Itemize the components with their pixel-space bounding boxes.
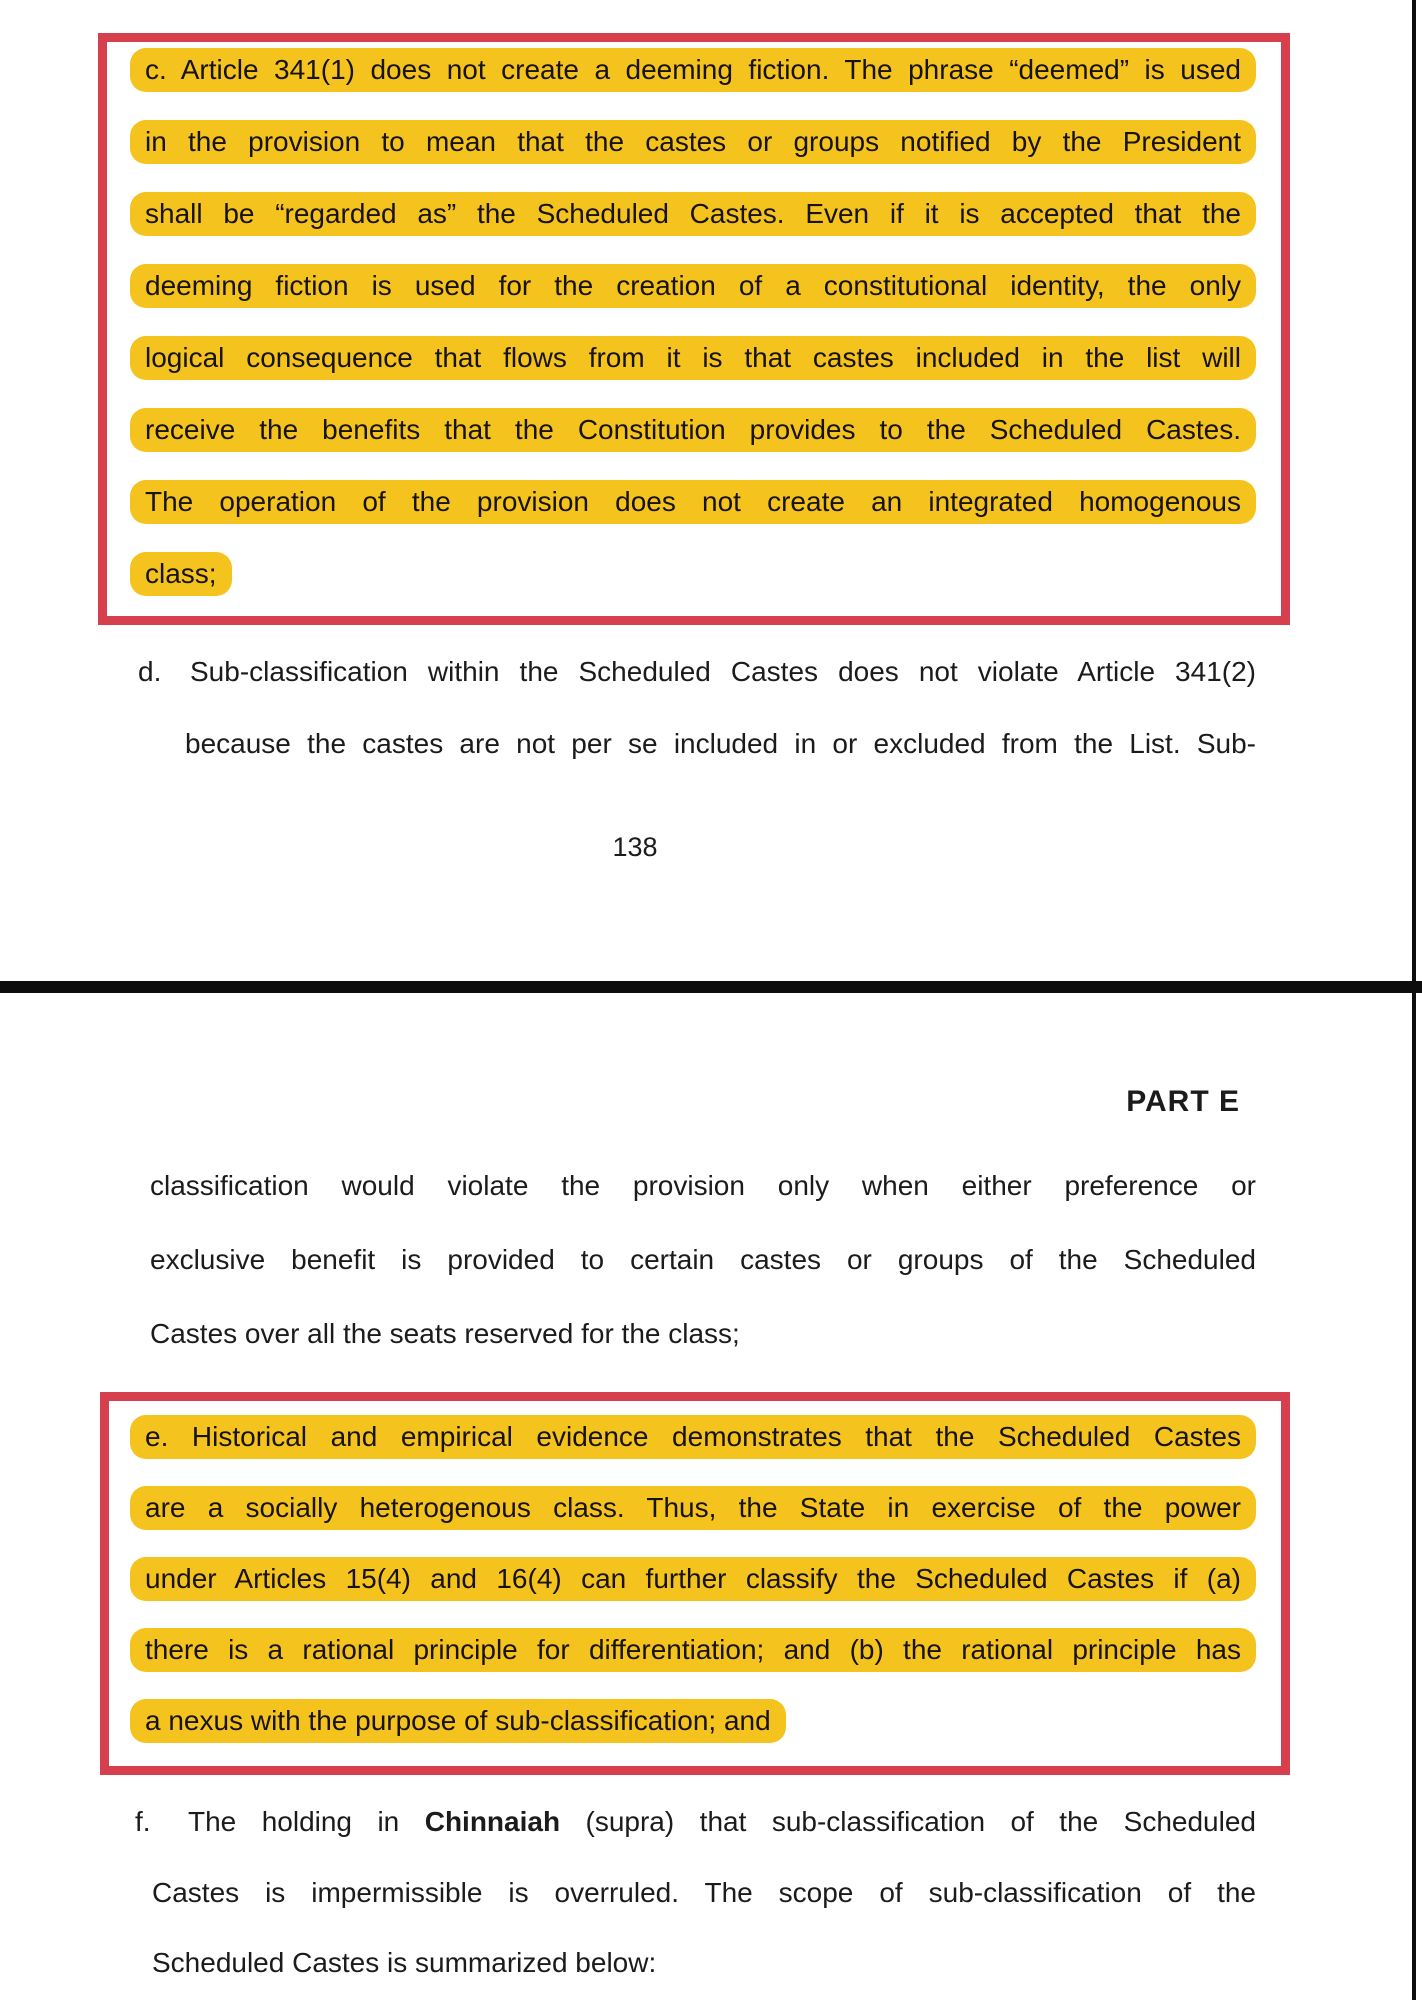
paragraph-line: exclusive benefit is provided to certain castes or groups of the Scheduled: [150, 1244, 1256, 1275]
highlighted-line: c. Article 341(1) does not create a deeming fiction. The phrase “deemed” is used: [130, 48, 1256, 92]
highlighted-line: shall be “regarded as” the Scheduled Castes. Even if it is accepted that the: [130, 192, 1256, 236]
highlighted-line: class;: [130, 552, 232, 596]
paragraph-line: classification would violate the provision only when either preference or: [150, 1170, 1256, 1201]
item-f-marker: f.: [135, 1806, 151, 1837]
highlighted-line: under Articles 15(4) and 16(4) can further classify the Scheduled Castes if (a): [130, 1557, 1256, 1601]
highlighted-line: logical consequence that flows from it is that castes included in the list will: [130, 336, 1256, 380]
highlighted-line: The operation of the provision does not create an integrated homogenous: [130, 480, 1256, 524]
highlighted-line: deeming fiction is used for the creation of a constitutional identity, the only: [130, 264, 1256, 308]
page-divider: [0, 981, 1422, 993]
item-f-line: [188, 1800, 1256, 1844]
highlighted-line: are a socially heterogenous class. Thus, the State in exercise of the power: [130, 1486, 1256, 1530]
case-name-bold: Chinnaiah: [424, 1806, 561, 1837]
item-d-line: Sub-classification within the Scheduled Castes does not violate Article 341(2): [190, 656, 1256, 687]
paragraph-line: Castes over all the seats reserved for the class;: [150, 1318, 740, 1349]
item-f-line: Castes is impermissible is overruled. The scope of sub-classification of the: [152, 1877, 1256, 1908]
highlight-box-c: [98, 33, 1290, 625]
item-d-marker: d.: [138, 656, 162, 687]
highlighted-line: a nexus with the purpose of sub-classification; and: [130, 1699, 786, 1743]
highlighted-line: receive the benefits that the Constitution provides to the Scheduled Castes.: [130, 408, 1256, 452]
item-f-line: Scheduled Castes is summarized below:: [152, 1947, 657, 1978]
item-d-line: because the castes are not per se included in or excluded from the List. Sub-: [185, 728, 1256, 759]
highlighted-line: there is a rational principle for differentiation; and (b) the rational principle has: [130, 1628, 1256, 1672]
highlighted-line: in the provision to mean that the castes or groups notified by the President: [130, 120, 1256, 164]
item-f-text: (supra) that sub-classification of the Scheduled: [560, 1806, 1256, 1837]
page-number: 138: [612, 832, 658, 862]
page-edge-line: [1412, 0, 1416, 2000]
part-e-heading: PART E: [1126, 1085, 1240, 1118]
item-f-text: The holding in: [188, 1806, 425, 1837]
highlight-box-e: [100, 1392, 1290, 1775]
highlighted-line: e. Historical and empirical evidence demonstrates that the Scheduled Castes: [130, 1415, 1256, 1459]
